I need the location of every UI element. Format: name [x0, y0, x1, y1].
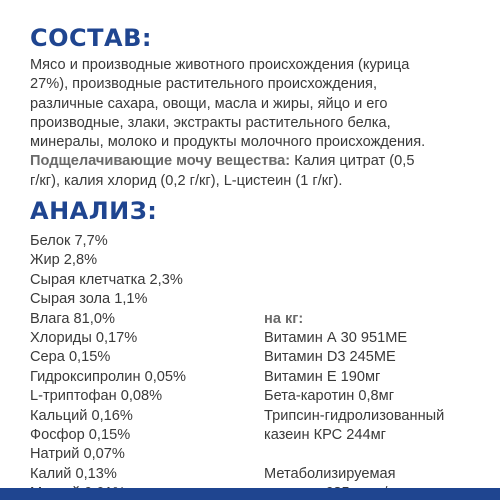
nutrient-item: Белок 7,7%	[30, 233, 108, 249]
nutrient-list	[30, 232, 186, 504]
nutrient-item: Сера 0,15%	[30, 349, 111, 366]
urine-alkalizers-values-cont: г/кг), калия хлорид (0,2 г/кг), L-цистеин (1 г/кг).	[30, 172, 343, 189]
urine-alkalizers-line	[30, 152, 475, 171]
composition-line: производные, злаки, экстракты растительного белка,	[30, 114, 391, 131]
per-kg-item: Трипсин-гидролизованный	[264, 407, 445, 424]
composition-line: 27%), производные растительного происхождения,	[30, 76, 377, 93]
nutrient-item: L-триптофан 0,08%	[30, 388, 163, 405]
spacer	[264, 445, 444, 464]
urine-alkalizers-values: Калия цитрат (0,5	[290, 153, 415, 170]
nutrient-item: Сырая клетчатка 2,3%	[30, 271, 183, 288]
nutrient-item: Жир 2,8%	[30, 252, 98, 269]
nutrient-item: Сырая зола 1,1%	[30, 291, 148, 308]
per-kg-item: Витамин А 30 951МЕ	[264, 330, 408, 346]
nutrient-item: Кальций 0,16%	[30, 407, 133, 424]
per-kg-item: Витамин Е 190мг	[264, 368, 381, 385]
nutrient-item: Калий 0,13%	[30, 465, 117, 482]
nutrient-item: Натрий 0,07%	[30, 446, 125, 463]
analysis-heading: АНАЛИЗ:	[30, 197, 158, 225]
per-kg-list	[264, 310, 444, 504]
bottom-accent-bar	[0, 488, 500, 500]
composition-line: Мясо и производные животного происхождения (курица	[30, 57, 410, 73]
nutrient-item: Хлориды 0,17%	[30, 330, 138, 347]
per-kg-item: Витамин D3 245МЕ	[264, 349, 396, 366]
urine-alkalizers-label: Подщелачивающие мочу вещества:	[30, 153, 291, 170]
nutrient-item: Гидроксипролин 0,05%	[30, 368, 186, 385]
nutrient-item: Фосфор 0,15%	[30, 427, 131, 444]
nutrient-item: Влага 81,0%	[30, 310, 115, 327]
composition-line: минералы, молоко и продукты молочного происхождения.	[30, 134, 426, 151]
energy-label: Метаболизируемая	[264, 465, 396, 482]
per-kg-item: казеин КРС 244мг	[264, 427, 386, 444]
composition-text	[30, 56, 475, 191]
composition-line: различные сахара, овощи, масла и жиры, яйцо и его	[30, 95, 388, 112]
per-kg-label: на кг:	[264, 310, 304, 327]
per-kg-item: Бета-каротин 0,8мг	[264, 388, 395, 405]
composition-heading: СОСТАВ:	[30, 24, 152, 52]
